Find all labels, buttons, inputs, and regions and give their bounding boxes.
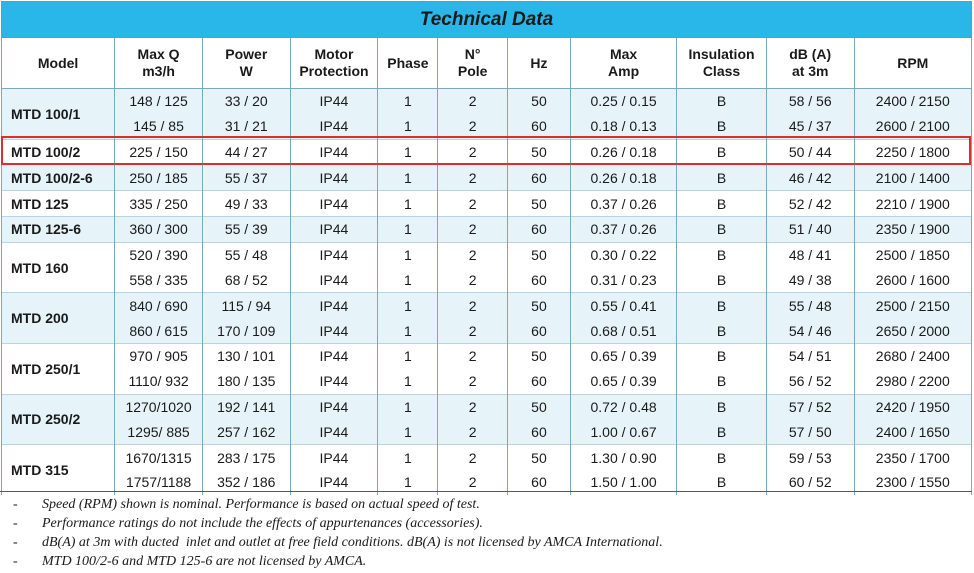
notes-section [0,495,972,571]
table-cell: 335 / 250 [115,191,203,217]
table-cell: 54 / 51 [766,343,854,368]
table-cell: 57 / 52 [766,394,854,419]
table-cell: 50 [507,445,570,470]
table-cell: B [677,394,767,419]
table-cell: B [677,445,767,470]
table-cell: 0.37 / 0.26 [571,191,677,217]
table-cell: IP44 [290,293,378,318]
table-cell: 60 [507,419,570,444]
table-cell: 50 [507,293,570,318]
table-cell: 130 / 101 [202,343,290,368]
table-cell: 2400 / 1650 [854,419,971,444]
table-cell: 1 [378,293,438,318]
column-header-text: Max [609,46,638,62]
table-cell: 1 [378,419,438,444]
table-cell: 0.72 / 0.48 [571,394,677,419]
table-cell: 52 / 42 [766,191,854,217]
table-cell: IP44 [290,445,378,470]
table-cell: 1 [378,89,438,114]
table-cell: 60 / 52 [766,470,854,495]
table-cell: 49 / 33 [202,191,290,217]
table-row [2,89,972,114]
column-header [2,38,115,89]
table-cell: 60 [507,369,570,394]
table-cell: 58 / 56 [766,89,854,114]
table-cell: 0.31 / 0.23 [571,268,677,293]
table-cell: 60 [507,470,570,495]
table-cell: 2 [438,139,507,165]
table-cell: 2 [438,268,507,293]
table-cell: 50 [507,139,570,165]
model-cell: MTD 315 [2,445,115,495]
table-cell: 1.00 / 0.67 [571,419,677,444]
table-cell: 2 [438,369,507,394]
model-cell: MTD 100/1 [2,89,115,140]
table-cell: 2 [438,318,507,343]
note-bullet: - [13,553,18,569]
table-cell: 1270/1020 [115,394,203,419]
table-cell: 2 [438,394,507,419]
table-cell: B [677,165,767,191]
column-header-text: Model [37,54,79,71]
table-cell: 2 [438,419,507,444]
note-line [0,514,972,533]
technical-data-table [1,38,972,495]
table-cell: 2 [438,216,507,242]
table-cell: 2 [438,242,507,267]
column-header [677,38,767,89]
table-cell: 840 / 690 [115,293,203,318]
note-text: Performance ratings do not include the effects of appurtenances (accessories). [42,515,483,531]
table-cell: 860 / 615 [115,318,203,343]
table-cell: 54 / 46 [766,318,854,343]
table-cell: 2210 / 1900 [854,191,971,217]
model-cell: MTD 100/2 [2,139,115,165]
table-cell: 2 [438,165,507,191]
table-cell: B [677,268,767,293]
note-bullet: - [13,515,18,531]
table-cell: 50 / 44 [766,139,854,165]
column-header-text: at 3m [791,63,829,79]
table-cell: 48 / 41 [766,242,854,267]
table-cell: IP44 [290,216,378,242]
technical-data-panel [1,1,972,495]
table-cell: 31 / 21 [202,114,290,139]
note-text: MTD 100/2-6 and MTD 125-6 are not licensed by AMCA. [42,553,367,569]
table-cell: 0.30 / 0.22 [571,242,677,267]
column-header-text: Insulation [688,46,755,62]
column-header-text: W [239,63,253,79]
table-cell: 0.68 / 0.51 [571,318,677,343]
table-cell: IP44 [290,114,378,139]
table-cell: 2500 / 1850 [854,242,971,267]
table-row [2,242,972,267]
table-cell: 2600 / 1600 [854,268,971,293]
note-text: Speed (RPM) shown is nominal. Performance is based on actual speed of test. [42,496,480,512]
note-line [0,495,972,514]
column-header-text: Motor [314,46,354,62]
table-cell: 0.25 / 0.15 [571,89,677,114]
table-cell: 2 [438,470,507,495]
table-cell: 1 [378,470,438,495]
table-cell: 1295/ 885 [115,419,203,444]
table-cell: 60 [507,318,570,343]
table-cell: 1 [378,139,438,165]
table-cell: B [677,242,767,267]
table-cell: 1670/1315 [115,445,203,470]
column-header [854,38,971,89]
column-header [766,38,854,89]
column-header-text: m3/h [142,63,175,79]
table-row [2,293,972,318]
table-body [2,89,972,495]
table-cell: 57 / 50 [766,419,854,444]
table-cell: B [677,293,767,318]
table-cell: 1 [378,343,438,368]
column-header-text: Class [702,63,741,79]
table-row [2,394,972,419]
table-cell: 2400 / 2150 [854,89,971,114]
table-cell: 2100 / 1400 [854,165,971,191]
table-cell: 2 [438,89,507,114]
table-cell: 59 / 53 [766,445,854,470]
table-cell: 50 [507,89,570,114]
model-cell: MTD 200 [2,293,115,344]
table-row [2,343,972,368]
table-cell: 2420 / 1950 [854,394,971,419]
table-cell: 2600 / 2100 [854,114,971,139]
note-text: dB(A) at 3m with ducted inlet and outlet at free field conditions. dB(A) is not licensed by AMCA International. [42,534,663,550]
table-cell: 60 [507,216,570,242]
table-cell: 283 / 175 [202,445,290,470]
note-line [0,552,972,571]
table-cell: 50 [507,191,570,217]
table-cell: 1 [378,369,438,394]
table-cell: 257 / 162 [202,419,290,444]
table-row [2,165,972,191]
table-cell: 46 / 42 [766,165,854,191]
table-cell: 0.65 / 0.39 [571,369,677,394]
table-cell: 1 [378,191,438,217]
model-cell: MTD 100/2-6 [2,165,115,191]
table-cell: 55 / 37 [202,165,290,191]
header-row [2,38,972,89]
table-cell: 2 [438,191,507,217]
table-row [2,445,972,470]
note-bullet: - [13,534,18,550]
table-cell: 1 [378,114,438,139]
table-cell: 60 [507,165,570,191]
table-row [2,268,972,293]
table-cell: 2250 / 1800 [854,139,971,165]
table-cell: B [677,89,767,114]
table-cell: 558 / 335 [115,268,203,293]
table-cell: 49 / 38 [766,268,854,293]
table-cell: 0.26 / 0.18 [571,165,677,191]
table-cell: IP44 [290,139,378,165]
column-header-text: RPM [897,54,929,71]
table-cell: IP44 [290,369,378,394]
table-cell: IP44 [290,191,378,217]
table-cell: 180 / 135 [202,369,290,394]
table-cell: 1 [378,216,438,242]
table-cell: B [677,191,767,217]
table-cell: IP44 [290,89,378,114]
table-cell: 60 [507,114,570,139]
table-cell: 1110/ 932 [115,369,203,394]
table-row [2,419,972,444]
table-row [2,114,972,139]
table-cell: 0.26 / 0.18 [571,139,677,165]
column-header [507,38,570,89]
table-cell: 0.65 / 0.39 [571,343,677,368]
model-cell: MTD 125-6 [2,216,115,242]
notes-divider [0,491,972,492]
table-cell: 148 / 125 [115,89,203,114]
table-cell: 1 [378,318,438,343]
table-cell: 352 / 186 [202,470,290,495]
column-header [378,38,438,89]
column-header [571,38,677,89]
column-header-text: Phase [387,54,429,71]
table-cell: IP44 [290,343,378,368]
column-header-text: Max Q [137,46,180,62]
table-cell: IP44 [290,165,378,191]
note-bullet: - [13,496,18,512]
column-header [438,38,507,89]
model-cell: MTD 160 [2,242,115,293]
table-title: Technical Data [1,1,972,38]
table-cell: 1 [378,165,438,191]
table-cell: B [677,318,767,343]
table-cell: 1757/1188 [115,470,203,495]
table-cell: 2300 / 1550 [854,470,971,495]
column-header [290,38,378,89]
table-cell: 0.18 / 0.13 [571,114,677,139]
table-cell: B [677,216,767,242]
table-cell: 2 [438,343,507,368]
table-cell: 50 [507,394,570,419]
model-cell: MTD 250/2 [2,394,115,445]
table-cell: 2680 / 2400 [854,343,971,368]
table-row [2,191,972,217]
table-cell: 33 / 20 [202,89,290,114]
table-cell: 44 / 27 [202,139,290,165]
column-header-text: Hz [530,54,548,71]
table-cell: 225 / 150 [115,139,203,165]
column-header [115,38,203,89]
table-cell: IP44 [290,318,378,343]
column-header [202,38,290,89]
table-cell: 55 / 39 [202,216,290,242]
table-cell: 970 / 905 [115,343,203,368]
table-cell: 2 [438,114,507,139]
table-cell: 0.37 / 0.26 [571,216,677,242]
table-cell: 1 [378,445,438,470]
column-header-text: Pole [457,63,488,79]
table-cell: 520 / 390 [115,242,203,267]
table-cell: 0.55 / 0.41 [571,293,677,318]
table-cell: 56 / 52 [766,369,854,394]
table-cell: 2 [438,445,507,470]
table-cell: 45 / 37 [766,114,854,139]
table-cell: 145 / 85 [115,114,203,139]
table-cell: 55 / 48 [766,293,854,318]
table-cell: 2980 / 2200 [854,369,971,394]
model-cell: MTD 250/1 [2,343,115,394]
model-cell: MTD 125 [2,191,115,217]
table-cell: 2350 / 1700 [854,445,971,470]
table-cell: 50 [507,242,570,267]
table-cell: B [677,114,767,139]
column-header-text: Protection [299,63,369,79]
table-cell: 1 [378,268,438,293]
table-cell: 2650 / 2000 [854,318,971,343]
table-cell: 115 / 94 [202,293,290,318]
table-cell: 55 / 48 [202,242,290,267]
table-cell: IP44 [290,268,378,293]
table-cell: 1.30 / 0.90 [571,445,677,470]
table-cell: 50 [507,343,570,368]
table-cell: 68 / 52 [202,268,290,293]
table-cell: IP44 [290,394,378,419]
table-cell: B [677,139,767,165]
column-header-text: dB (A) [789,46,832,62]
table-row [2,216,972,242]
table-cell: 192 / 141 [202,394,290,419]
table-cell: 250 / 185 [115,165,203,191]
table-cell: 170 / 109 [202,318,290,343]
note-line [0,533,972,552]
table-row [2,139,972,165]
column-header-text: Power [225,46,268,62]
table-row [2,369,972,394]
table-cell: 2 [438,293,507,318]
table-cell: 2500 / 2150 [854,293,971,318]
table-cell: IP44 [290,470,378,495]
column-header-text: Amp [608,63,640,79]
table-row [2,318,972,343]
column-header-text: N° [464,46,481,62]
table-cell: 60 [507,268,570,293]
table-cell: B [677,343,767,368]
table-cell: B [677,419,767,444]
table-cell: 51 / 40 [766,216,854,242]
table-cell: IP44 [290,242,378,267]
table-cell: 360 / 300 [115,216,203,242]
table-cell: B [677,369,767,394]
table-cell: 2350 / 1900 [854,216,971,242]
table-cell: 1 [378,242,438,267]
table-cell: 1 [378,394,438,419]
table-cell: B [677,470,767,495]
table-cell: 1.50 / 1.00 [571,470,677,495]
table-cell: IP44 [290,419,378,444]
